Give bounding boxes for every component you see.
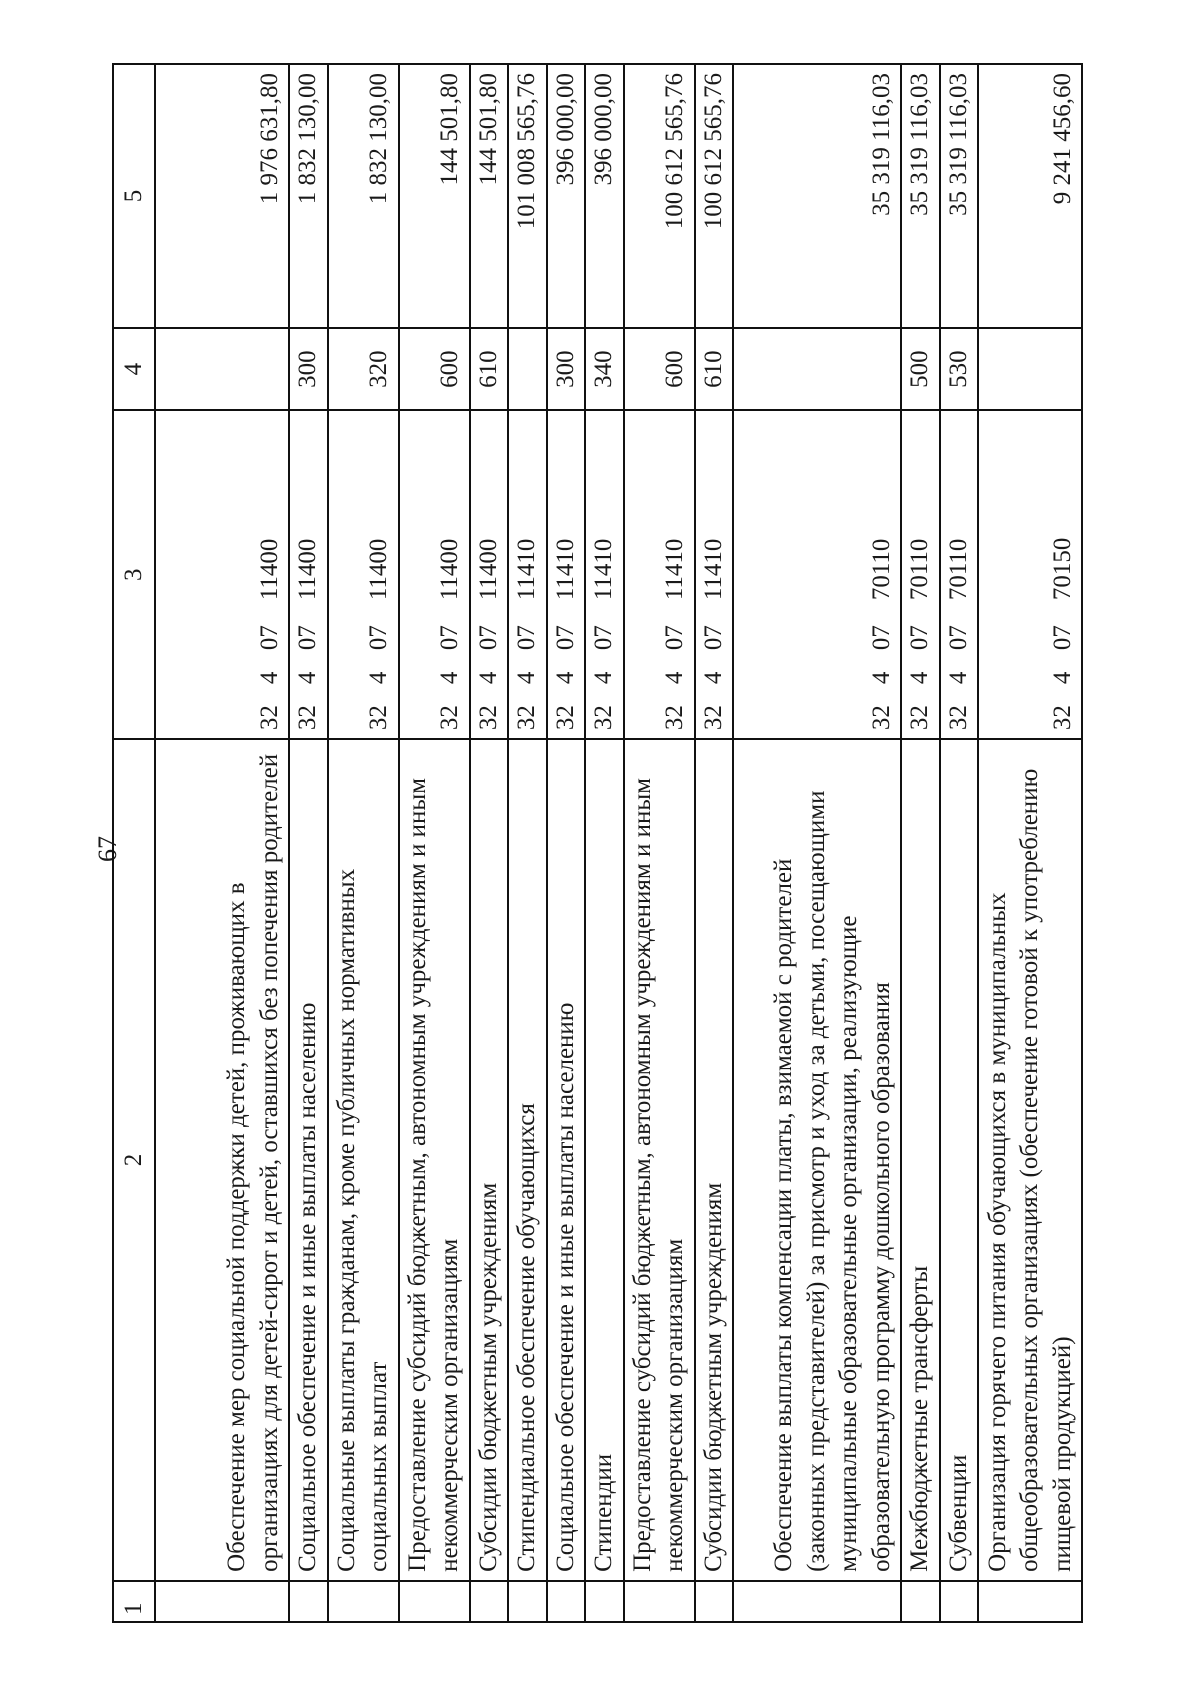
row-name: Субвенции [940, 739, 979, 1581]
row-code: 3240711400 [470, 410, 509, 739]
row-amount: 1 976 631,80 [155, 64, 289, 328]
table-row [585, 64, 624, 1622]
row-code: 3240770110 [901, 410, 940, 739]
row-index-cell [624, 1581, 695, 1622]
table-row [155, 64, 289, 1622]
table-row [901, 64, 940, 1622]
row-code: 3240711400 [155, 410, 289, 739]
table-header-row [113, 64, 155, 1622]
row-index-cell [470, 1581, 509, 1622]
row-type: 600 [624, 328, 695, 410]
row-amount: 396 000,00 [585, 64, 624, 328]
row-index-cell [585, 1581, 624, 1622]
row-code: 3240711400 [399, 410, 470, 739]
row-code: 3240711400 [289, 410, 328, 739]
table-row [733, 64, 901, 1622]
row-amount: 144 501,80 [470, 64, 509, 328]
row-amount: 100 612 565,76 [624, 64, 695, 328]
row-amount: 35 319 116,03 [940, 64, 979, 328]
row-amount: 396 000,00 [547, 64, 586, 328]
row-name: Предоставление субсидий бюджетным, автономным учреждениям и иным некоммерческим организациям [624, 739, 695, 1581]
table-row [470, 64, 509, 1622]
page-number: 67 [93, 836, 122, 862]
row-amount: 35 319 116,03 [733, 64, 901, 328]
row-type [155, 328, 289, 410]
row-name: Межбюджетные трансферты [901, 739, 940, 1581]
row-index-cell [978, 1581, 1082, 1622]
table-row [547, 64, 586, 1622]
row-type [978, 328, 1082, 410]
header-col-5: 5 [113, 64, 155, 328]
budget-table [112, 63, 1083, 1623]
row-index-cell [289, 1581, 328, 1622]
row-code: 3240770110 [733, 410, 901, 739]
row-type: 530 [940, 328, 979, 410]
row-index-cell [547, 1581, 586, 1622]
row-code: 3240711410 [695, 410, 734, 739]
row-amount: 144 501,80 [399, 64, 470, 328]
row-index-cell [399, 1581, 470, 1622]
table-row [399, 64, 470, 1622]
row-type: 600 [399, 328, 470, 410]
row-code: 3240770110 [940, 410, 979, 739]
row-index-cell [155, 1581, 289, 1622]
row-type [508, 328, 547, 410]
row-index-cell [733, 1581, 901, 1622]
row-type: 340 [585, 328, 624, 410]
row-name: Обеспечение выплаты компенсации платы, взимаемой с родителей (законных представителей) за присмотр и уход за детьми, посещающими муниципальные образовательные организации, реализующие образовательную программу дошкольного образования [733, 739, 901, 1581]
row-amount: 100 612 565,76 [695, 64, 734, 328]
row-name: Стипендиальное обеспечение обучающихся [508, 739, 547, 1581]
row-name: Субсидии бюджетным учреждениям [470, 739, 509, 1581]
row-code: 3240711410 [508, 410, 547, 739]
row-type: 500 [901, 328, 940, 410]
row-code: 3240711410 [585, 410, 624, 739]
row-name: Предоставление субсидий бюджетным, автономным учреждениям и иным некоммерческим организациям [399, 739, 470, 1581]
row-amount: 101 008 565,76 [508, 64, 547, 328]
row-type: 300 [547, 328, 586, 410]
row-name: Социальные выплаты гражданам, кроме публичных нормативных социальных выплат [328, 739, 399, 1581]
table-row [695, 64, 734, 1622]
row-amount: 9 241 456,60 [978, 64, 1082, 328]
row-amount: 1 832 130,00 [289, 64, 328, 328]
row-index-cell [901, 1581, 940, 1622]
table-row [328, 64, 399, 1622]
row-name: Обеспечение мер социальной поддержки детей, проживающих в организациях для детей-сирот и детей, оставшихся без попечения родителей [155, 739, 289, 1581]
table-row [624, 64, 695, 1622]
row-name: Организация горячего питания обучающихся в муниципальных общеобразовательных организациях (обеспечение готовой к употреблению пищевой продукцией) [978, 739, 1082, 1581]
row-amount: 1 832 130,00 [328, 64, 399, 328]
row-amount: 35 319 116,03 [901, 64, 940, 328]
row-type [733, 328, 901, 410]
table-row [508, 64, 547, 1622]
row-type: 610 [695, 328, 734, 410]
header-col-1: 1 [113, 1581, 155, 1622]
row-type: 610 [470, 328, 509, 410]
row-index-cell [940, 1581, 979, 1622]
row-code: 3240711410 [624, 410, 695, 739]
row-index-cell [508, 1581, 547, 1622]
row-index-cell [328, 1581, 399, 1622]
row-name: Социальное обеспечение и иные выплаты населению [289, 739, 328, 1581]
header-col-3: 3 [113, 410, 155, 739]
table-row [940, 64, 979, 1622]
header-col-2: 2 [113, 739, 155, 1581]
table-row [978, 64, 1082, 1622]
row-name: Социальное обеспечение и иные выплаты населению [547, 739, 586, 1581]
row-code: 3240711400 [328, 410, 399, 739]
row-index-cell [695, 1581, 734, 1622]
row-code: 3240711410 [547, 410, 586, 739]
table-row [289, 64, 328, 1622]
row-name: Стипендии [585, 739, 624, 1581]
row-name: Субсидии бюджетным учреждениям [695, 739, 734, 1581]
rotated-table-container [112, 63, 1076, 1623]
header-col-4: 4 [113, 328, 155, 410]
row-type: 300 [289, 328, 328, 410]
row-code: 3240770150 [978, 410, 1082, 739]
row-type: 320 [328, 328, 399, 410]
